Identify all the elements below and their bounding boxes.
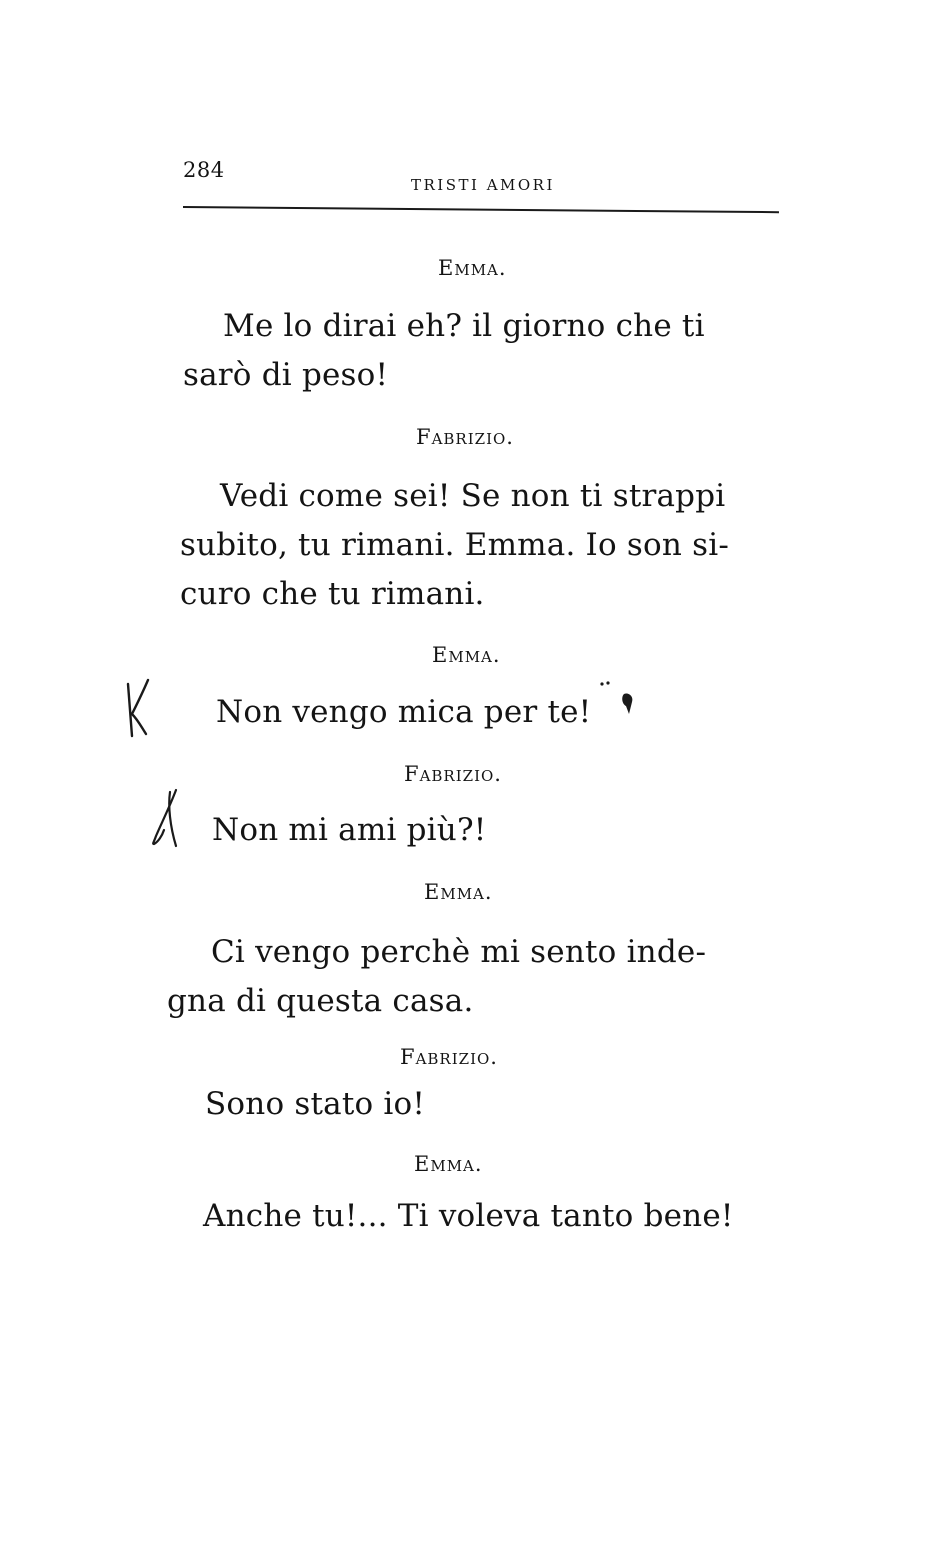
speaker-name: Emma. (424, 880, 493, 904)
speech-text (216, 688, 591, 737)
speech-text (212, 806, 486, 855)
speech-line: Anche tu!... Ti voleva tanto bene! (203, 1198, 734, 1234)
speaker-name: Emma. (432, 643, 501, 667)
speech-line: subito, tu rimani. Emma. Io son si- (180, 527, 730, 563)
ink-blot (596, 674, 644, 720)
running-title: TRISTI AMORI (411, 176, 555, 194)
page-header (183, 158, 779, 208)
handwritten-check-mark (118, 676, 158, 748)
speech-text (205, 1080, 425, 1129)
speech-line: Non vengo mica per te! (216, 694, 592, 730)
speech-line: sarò di peso! (183, 357, 389, 393)
speech-text (180, 472, 729, 619)
speech-line: gna di questa casa. (167, 983, 474, 1019)
speech-line: Vedi come sei! Se non ti strappi (220, 478, 726, 514)
speaker-name: Emma. (438, 256, 507, 280)
speech-text (203, 1192, 734, 1241)
speech-text (167, 928, 706, 1026)
page-number: 284 (183, 158, 225, 182)
speaker-name: Emma. (414, 1152, 483, 1176)
speech-line: Sono stato io! (205, 1086, 426, 1122)
speech-text (183, 302, 705, 400)
speech-line: Ci vengo perchè mi sento inde- (211, 934, 707, 970)
handwritten-check-mark (146, 786, 184, 852)
speaker-name: Fabrizio. (416, 425, 514, 449)
speech-line: Non mi ami più?! (212, 812, 487, 848)
speaker-name: Fabrizio. (404, 762, 502, 786)
speech-line: Me lo dirai eh? il giorno che ti (223, 308, 705, 344)
speech-line: curo che tu rimani. (180, 576, 485, 612)
speaker-name: Fabrizio. (400, 1045, 498, 1069)
